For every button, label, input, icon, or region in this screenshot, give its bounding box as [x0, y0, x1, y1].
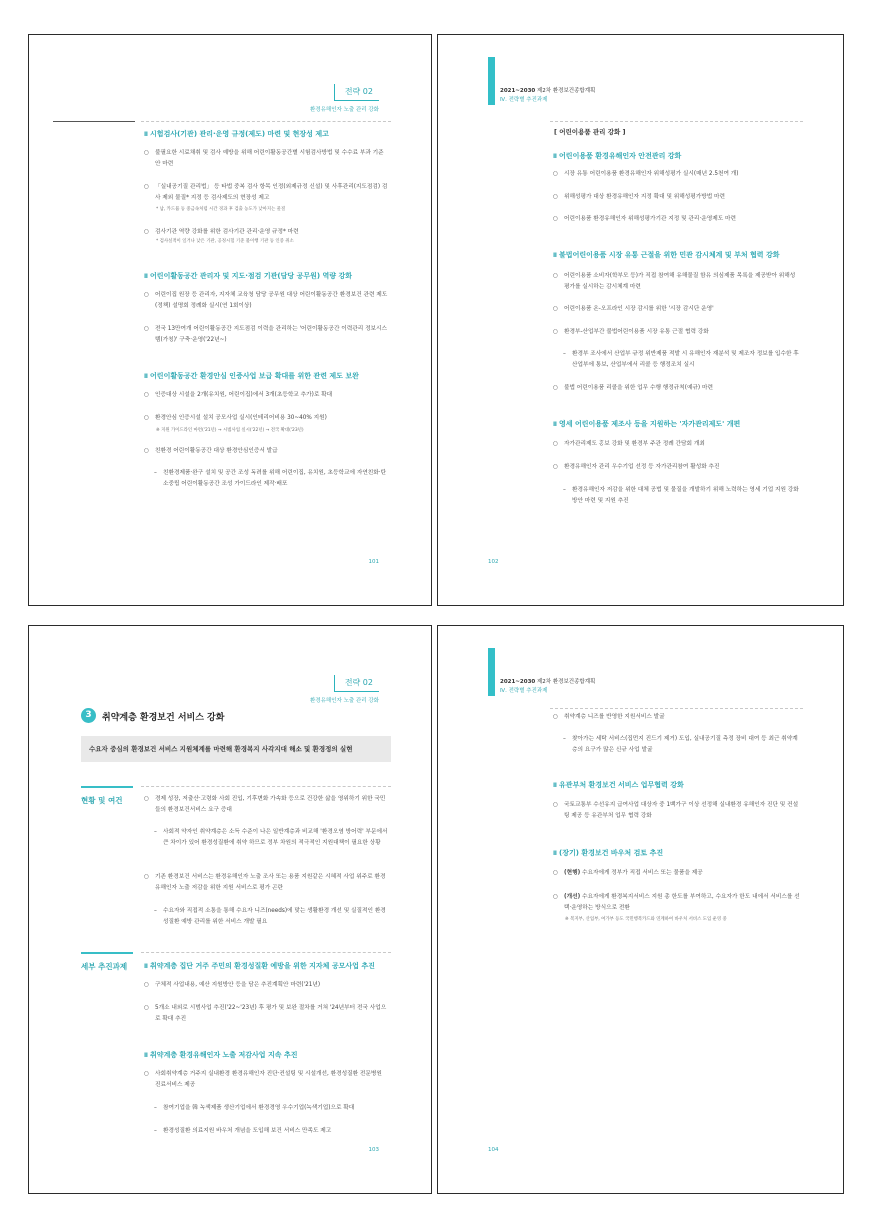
footnote: ※ 지원 가이드라인 마련('21년) → 시범사업 실시('22년) → 전국 확대('23년): [156, 428, 304, 433]
sub-item: – 친환경제품·완구 설치 및 공간 조성 독려를 위해 어린이집, 유치원, 초등학교에 자연친화·탄소중립 어린이활동공간 조성 가이드라인 제작·배포: [154, 470, 387, 488]
sub-item: – 환경부 조사에서 산업부 규정 위반제품 적발 시 유해인자 재분석 및 제조자 정보를 입수한 후 산업부에 통보, 산업부에서 리콜 등 행정조치 실시: [563, 351, 799, 369]
footnote: * 납, 카드뮴 등 중금속처럼 시간 경과 후 검출 농도가 낮아지는 물질: [156, 207, 286, 212]
list-item: ○ 어린이용품 환경유해인자 위해성평가기관 지정 및 관리·운영제도 마련: [553, 216, 736, 222]
list-item: ○ 친환경 어린이활동공간 대상 환경안심인증서 발급: [144, 448, 278, 454]
list-item: ○ 취약계층 니즈를 반영한 지원서비스 발굴: [553, 714, 665, 720]
list-item: ○ 어린이집 원장 등 관리자, 지자체 교육청 담당 공무원 대상 어린이활동공간 환경보건 관련 제도(정책) 설명회 정례화 실시(연 1회이상): [144, 292, 388, 310]
sub-item: – 환경성질환 의료지원 바우처 개념을 도입해 보건 서비스 만족도 제고: [154, 1128, 332, 1134]
section-heading: Ⅱ 유관부처 환경보건 서비스 업무협력 강화: [553, 780, 803, 790]
section-heading: Ⅱ 어린이용품 환경유해인자 안전관리 강화: [553, 151, 803, 161]
section-number-badge: 3: [81, 708, 96, 723]
list-item: ○ 전국 13만여개 어린이활동공간 지도점검 이력을 관리하는 '어린이활동공간 이력관리 정보시스템(가칭)' 구축·운영('22년~): [144, 326, 388, 344]
page-101: [28, 34, 432, 606]
list-item: ○ (개선) 수요자에게 환경복지서비스 지원 총 한도를 부여하고, 수요자가 한도 내에서 서비스를 선택·운영하는 방식으로 전환: [553, 894, 800, 912]
strategy-tag: 전략 02: [334, 675, 379, 692]
side-label-status: 현황 및 여건: [81, 796, 123, 805]
running-header: 2021~2030 제2차 환경보건종합계획 Ⅳ. 전략별 추진과제: [500, 88, 596, 103]
page-103: [28, 625, 432, 1194]
divider: [141, 786, 391, 787]
side-divider: [81, 786, 133, 788]
goal-banner: 수요자 중심의 환경보건 서비스 지원체계를 마련해 환경복지 사각지대 해소 및 환경정의 실현: [81, 736, 391, 762]
running-header: 2021~2030 제2차 환경보건종합계획 Ⅳ. 전략별 추진과제: [500, 679, 596, 694]
list-item: ○ 국토교통부 수선유지 급여사업 대상자 중 1백가구 이상 선정해 실내환경 유해인자 진단 및 컨설팅 제공 등 유관부처 업무 협력 강화: [553, 802, 799, 820]
list-item: ○ 불필요한 시료채취 및 검사 예방을 위해 어린이활동공간별 시험검사방법 및 수수료 부과 기준안 마련: [144, 150, 384, 168]
page-number: 103: [368, 1147, 379, 1153]
strategy-tag: 전략 02: [334, 84, 379, 101]
list-item: ○ 기존 환경보건 서비스는 환경유해인자 노출 조사 또는 용품 지원같은 시혜적 사업 위주로 환경유해인자 노출 저감을 위한 지원 서비스로 평가 곤란: [144, 874, 386, 892]
header-accent-bar: [488, 648, 495, 696]
sub-item: – 사회적 약자인 취약계층은 소득 수준이 나은 일반계층과 비교해 '환경오염 방어력' 부문에서 큰 차이가 있어 환경성질환에 취약 하므로 정부 차원의 적극적인 지원대책이 필요한 상황: [154, 829, 388, 847]
list-item: ○ (현행) 수요자에게 정부가 직접 서비스 또는 물품을 제공: [553, 870, 703, 876]
page-number: 101: [368, 559, 379, 565]
sub-item: – 환경유해인자 저감을 위한 대체 공법 및 물질을 개발하기 위해 노력하는 영세 기업 지원 강화방안 마련 및 지원 추진: [563, 487, 799, 505]
subsection-title: [ 어린이용품 관리 강화 ]: [554, 128, 626, 136]
section-label: [310, 670, 379, 704]
section-label: [310, 79, 379, 113]
list-item: ○ 불법 어린이용품 리콜을 위한 업무 수행 행정규칙(예규) 마련: [553, 385, 713, 391]
divider: [550, 708, 803, 709]
page-number: 102: [488, 559, 499, 565]
footnote: ※ 복지부, 산업부, 여가부 등도 국민행복카드와 연계하여 바우처 서비스 도입 운영 중: [565, 917, 727, 922]
list-item: ○ 「실내공기질 관리법」 등 타법 중복 검사 항목 인정(외제규정 신설) 및 사후관리(지도점검) 검사 제외 물질* 지정 등 검사제도의 현장성 제고: [144, 184, 388, 202]
list-item: ○ 5개소 내외로 시범사업 추진('22~'23년) 후 평가 및 보완 절차를 거쳐 '24년부터 전국 사업으로 확대 추진: [144, 1005, 387, 1023]
section-heading: Ⅱ 시험검사(기관) 관리·운영 규정(제도) 마련 및 현장성 제고: [144, 129, 391, 139]
header-accent-bar: [488, 57, 495, 105]
divider: [141, 952, 391, 953]
section-heading: Ⅱ 취약계층 집단 거주 주민의 환경성질환 예방을 위한 지자체 공모사업 추진: [144, 961, 391, 971]
page-102: [437, 34, 844, 606]
sub-item: – 수요자와 직접적 소통을 통해 수요자 니즈(needs)에 맞는 생활환경 개선 및 실질적인 환경성질환 예방 관리를 위한 서비스 개발 필요: [154, 908, 386, 926]
strategy-subtitle: 환경유해인자 노출 관리 강화: [309, 698, 379, 704]
list-item: ○ 인증대상 시설을 2개(유치원, 어린이집)에서 3개(초등학교 추가)로 확대: [144, 392, 333, 398]
list-item: ○ 어린이용품 소비자(학부모 등)가 직접 참여해 유해물질 함유 의심제품 목록을 제공받아 위해성평가를 실시하는 감시체계 마련: [553, 273, 796, 291]
page-number: 104: [488, 1147, 499, 1153]
section-heading: Ⅱ 불법어린이용품 시장 유통 근절을 위한 민관 감시체계 및 부처 협력 강화: [553, 250, 803, 260]
side-label-tasks: 세부 추진과제: [81, 962, 128, 971]
section-heading: Ⅱ (장기) 환경보건 바우처 검토 추진: [553, 848, 803, 858]
list-item: ○ 위해성평가 대상 환경유해인자 지정 확대 및 위해성평가방법 마련: [553, 194, 725, 200]
list-item: ○ 시장 유통 어린이용품 환경유해인자 위해성평가 실시(매년 2.5천여 개): [553, 171, 739, 177]
divider: [550, 121, 803, 122]
list-item: ○ 어린이용품 온-오프라인 시장 감시를 위한 '시장 감시단 운영': [553, 306, 714, 312]
list-item: ○ 사회취약계층 거주지 실내환경 환경유해인자 진단·컨설팅 및 시설개선, 환경성질환 전문병원 진료서비스 제공: [144, 1071, 382, 1089]
divider: [141, 121, 391, 122]
section-heading: Ⅱ 취약계층 환경유해인자 노출 저감사업 지속 추진: [144, 1050, 391, 1060]
list-item: ○ 검사기관 역량 강화를 위한 검사기관 관리·운영 규정* 마련: [144, 229, 299, 235]
list-item: ○ 환경안심 인증시설 설치 공모사업 실시(인테리어비용 30~40% 지원): [144, 415, 327, 421]
page-title: 취약계층 환경보건 서비스 강화: [102, 713, 225, 723]
list-item: ○ 환경부-산업부간 불법어린이용품 시장 유통 근절 협력 강화: [553, 329, 709, 335]
list-item: ○ 경제 성장, 저출산·고령화 사회 진입, 기후변화 가속화 등으로 건강한 삶을 영위하기 위한 국민들의 환경보건서비스 요구 증대: [144, 796, 386, 814]
page-104: [437, 625, 844, 1194]
section-heading: Ⅱ 영세 어린이용품 제조사 등을 지원하는 '자가관리제도' 개편: [553, 419, 803, 429]
section-heading: Ⅱ 어린이활동공간 관리자 및 지도·점검 기관(담당 공무원) 역량 강화: [144, 271, 391, 281]
divider: [53, 121, 135, 122]
sub-item: – 참여기업을 韓 녹색제품 생산기업에서 환경경영 우수기업(녹색기업)으로 확대: [154, 1105, 355, 1111]
section-heading: Ⅱ 어린이활동공간 환경안심 인증사업 보급 확대를 위한 관련 제도 보완: [144, 371, 391, 381]
footnote: * 검사실적이 일거나 낮은 기관, 공정시험 기준 불이행 기관 등 인증 취소: [156, 239, 294, 244]
sub-item: – 찾아가는 세탁 서비스(집먼지 진드기 제거) 도입, 실내공기질 측정 장비 대여 등 최근 취약계층의 요구가 많은 신규 사업 발굴: [563, 736, 798, 754]
side-divider: [81, 952, 133, 954]
list-item: ○ 환경유해인자 관리 우수기업 선정 등 자가관리참여 활성화 추진: [553, 464, 720, 470]
list-item: ○ 자가관리제도 홍보 강화 및 환경부 주관 정례 간담회 개최: [553, 441, 705, 447]
strategy-subtitle: 환경유해인자 노출 관리 강화: [309, 107, 379, 113]
list-item: ○ 구체적 사업내용, 예산 지원방안 등을 담은 추진계획안 마련('21년): [144, 982, 321, 988]
